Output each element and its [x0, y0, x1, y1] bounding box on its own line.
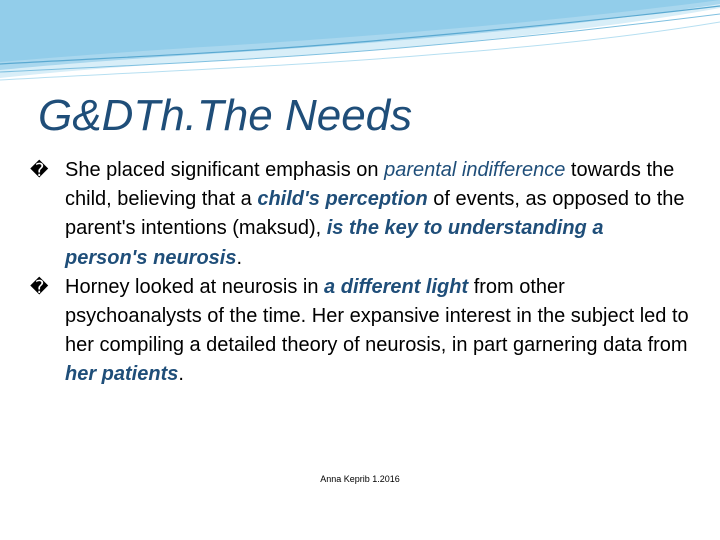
slide-footer: Anna Keprib 1.2016	[320, 474, 400, 484]
slide-title: G&DTh.The Needs	[38, 91, 413, 140]
run-emphasis-bold: child's perception	[257, 188, 428, 211]
run-plain: She placed significant emphasis on	[65, 159, 385, 181]
run-plain: .	[236, 246, 243, 269]
run-plain: towards the child, believing that a	[65, 159, 675, 211]
slide-body	[30, 156, 690, 390]
run-plain: .	[178, 363, 184, 386]
run-emphasis-bold: her patients	[65, 363, 179, 386]
run-emphasis-bold: is the key to understanding a person's neurosis	[65, 217, 604, 269]
run-plain: Horney looked at neurosis in	[65, 275, 325, 298]
bullet-glyph: �	[30, 276, 49, 298]
top-wave-decoration	[0, 0, 720, 90]
run-plain: of events, as opposed to the parent's intentions (maksud),	[65, 188, 685, 240]
run-plain: from other psychoanalysts of the time. Her expansive interest in the subject led to her compiling a detailed theory of neurosis, in part garnering data from	[65, 275, 689, 357]
bullet-glyph: �	[30, 160, 49, 181]
bullet-paragraph-2	[30, 273, 690, 390]
run-emphasis-bold: a different light	[324, 275, 469, 298]
run-emphasis: parental indifference	[384, 159, 566, 181]
bullet-paragraph-1	[30, 156, 690, 273]
